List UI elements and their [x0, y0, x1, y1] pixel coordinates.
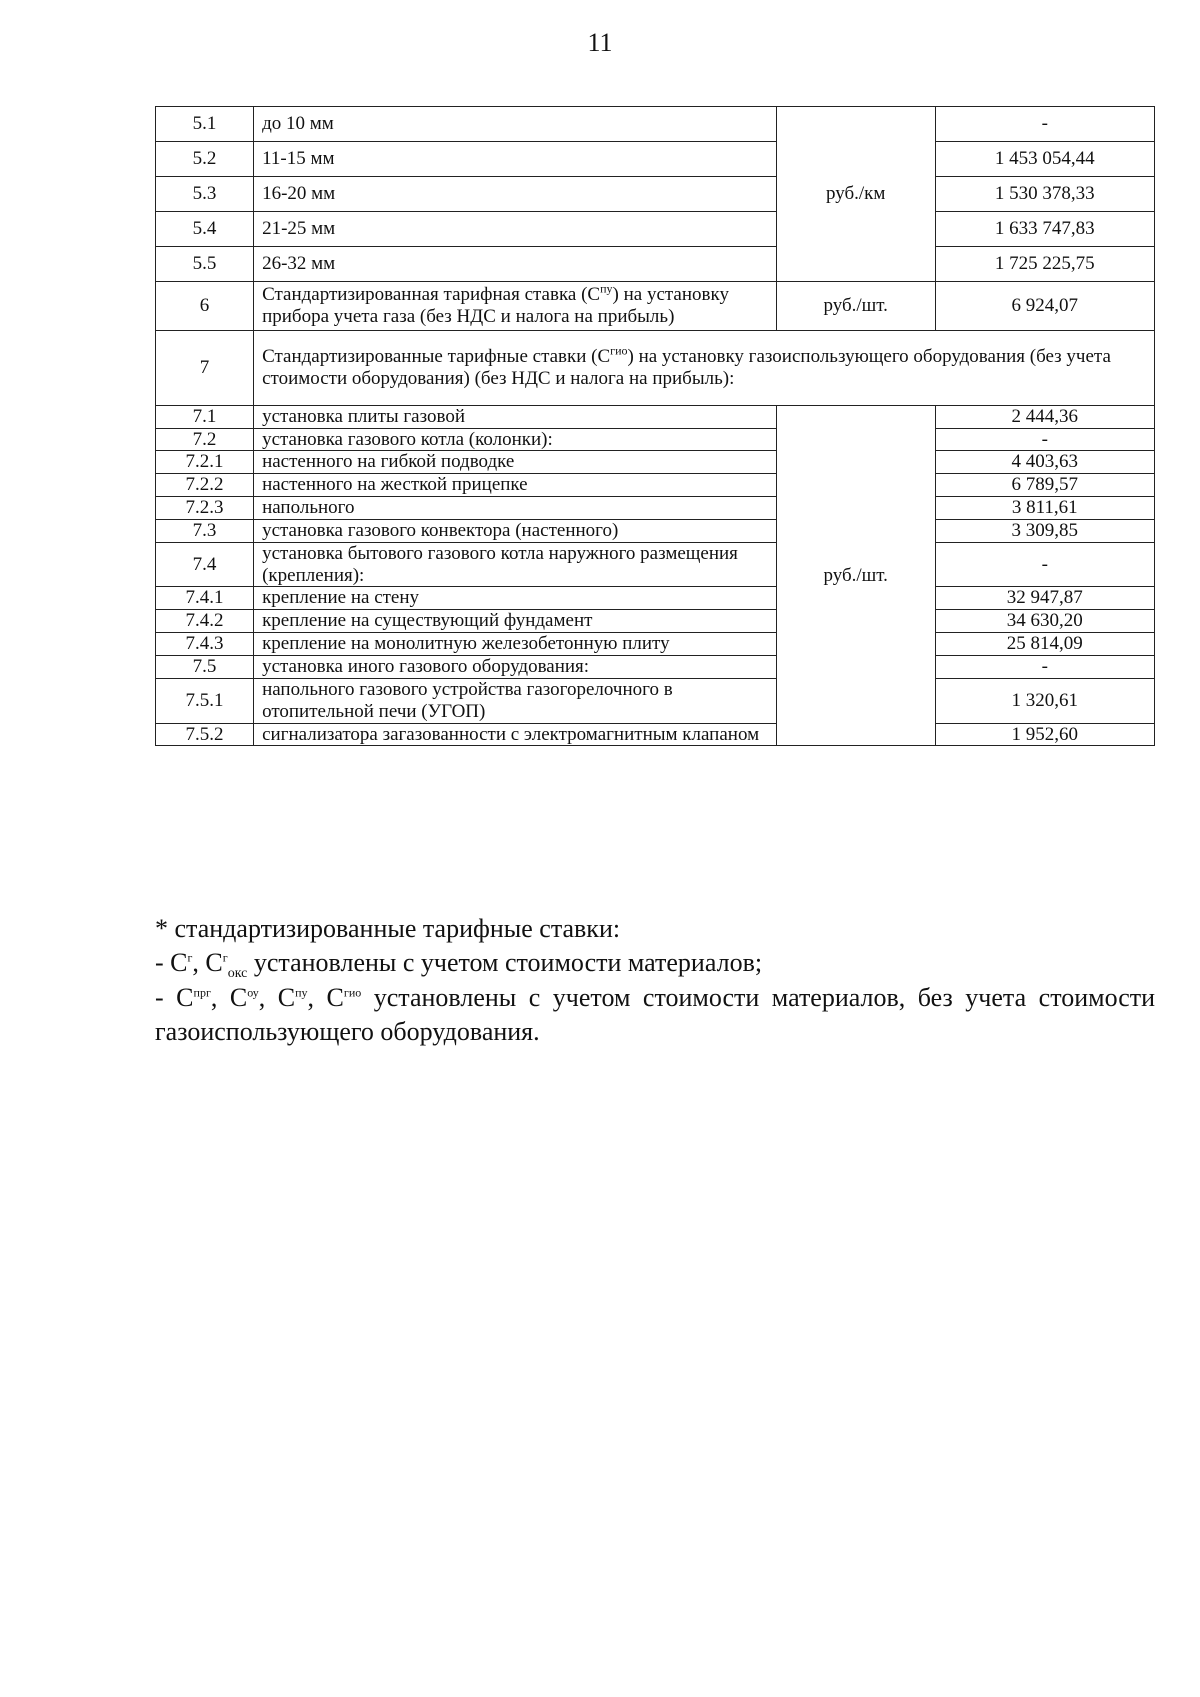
row-number: 7.2	[156, 428, 254, 451]
table-row	[156, 212, 1155, 247]
table-row	[156, 428, 1155, 451]
row-name: настенного на жесткой прицепке	[254, 474, 777, 497]
fn1-prefix: - С	[155, 948, 188, 978]
unit-cell: руб./шт.	[776, 405, 935, 746]
row-number: 7.4.1	[156, 587, 254, 610]
row-value: 1 633 747,83	[935, 212, 1154, 247]
row-value: -	[935, 542, 1154, 587]
row-value: -	[935, 107, 1154, 142]
row6-superscript: пу	[600, 281, 613, 296]
table-row	[156, 177, 1155, 212]
table-row-6	[156, 282, 1155, 331]
table-row	[156, 655, 1155, 678]
tariff-table-body	[156, 107, 1155, 746]
row-number: 7.5.2	[156, 723, 254, 746]
fn2-sep-3: , С	[307, 982, 344, 1012]
row-number: 7.5	[156, 655, 254, 678]
row-name: 21-25 мм	[254, 212, 777, 247]
row-value: -	[935, 428, 1154, 451]
row-value: 3 309,85	[935, 519, 1154, 542]
row-number: 5.1	[156, 107, 254, 142]
table-row	[156, 610, 1155, 633]
table-row	[156, 587, 1155, 610]
row-value: 1 530 378,33	[935, 177, 1154, 212]
row-value: 32 947,87	[935, 587, 1154, 610]
row-number: 7.2.2	[156, 474, 254, 497]
fn2-prefix: - С	[155, 982, 194, 1012]
row-number: 7.4.3	[156, 633, 254, 656]
row-name	[254, 330, 1155, 405]
row-name: сигнализатора загазованности с электромагнитным клапаном	[254, 723, 777, 746]
row6-name-end: ) на установку прибора учета газа (без НДС и налога на прибыль)	[262, 284, 729, 327]
fn2-sep-2: , С	[258, 982, 296, 1012]
row-number: 5.5	[156, 247, 254, 282]
table-row	[156, 405, 1155, 428]
row-name: до 10 мм	[254, 107, 777, 142]
row-name: установка иного газового оборудования:	[254, 655, 777, 678]
row-number: 7	[156, 330, 254, 405]
unit-cell: руб./км	[776, 107, 935, 282]
footnote-heading: * стандартизированные тарифные ставки:	[155, 914, 621, 943]
row-value: 6 789,57	[935, 474, 1154, 497]
row7-name-end: ) на установку газоиспользующего оборудования (без учета стоимости оборудования) (без НДС и налога на прибыль):	[262, 345, 1111, 389]
table-row	[156, 107, 1155, 142]
table-row	[156, 142, 1155, 177]
table-row	[156, 497, 1155, 520]
fn1-sub-2: окс	[227, 966, 248, 982]
fn2-sep-1: , С	[210, 982, 248, 1012]
row-name: крепление на существующий фундамент	[254, 610, 777, 633]
row-name: установка газового конвектора (настенного)	[254, 519, 777, 542]
row-value: 6 924,07	[935, 282, 1154, 331]
row-value: 25 814,09	[935, 633, 1154, 656]
row-number: 7.4.2	[156, 610, 254, 633]
table-row	[156, 678, 1155, 723]
fn2-sup-2: оу	[247, 984, 259, 999]
table-row	[156, 247, 1155, 282]
table-row	[156, 519, 1155, 542]
row-number: 5.4	[156, 212, 254, 247]
row-name: установка плиты газовой	[254, 405, 777, 428]
table-row	[156, 474, 1155, 497]
row-value: -	[935, 655, 1154, 678]
row-value: 4 403,63	[935, 451, 1154, 474]
fn1-text: установлены с учетом стоимости материалов;	[247, 948, 763, 978]
row-name: напольного газового устройства газогорелочного в отопительной печи (УГОП)	[254, 678, 777, 723]
fn1-sep: , С	[192, 948, 223, 978]
row-number: 7.3	[156, 519, 254, 542]
row-value: 34 630,20	[935, 610, 1154, 633]
footnote-line-1	[155, 946, 1155, 980]
row7-superscript: гио	[610, 343, 628, 358]
fn1-sup-1: г	[187, 950, 193, 965]
row-number: 5.3	[156, 177, 254, 212]
row-name: 11-15 мм	[254, 142, 777, 177]
fn2-sup-4: гио	[343, 984, 362, 999]
row-number: 7.4	[156, 542, 254, 587]
row-value: 1 725 225,75	[935, 247, 1154, 282]
row-name: 16-20 мм	[254, 177, 777, 212]
row-name: 26-32 мм	[254, 247, 777, 282]
row-name: крепление на монолитную железобетонную плиту	[254, 633, 777, 656]
row-number: 7.2.1	[156, 451, 254, 474]
fn2-text: установлены с учетом стоимости материалов, без учета стоимости газоиспользующего оборудования.	[155, 982, 1156, 1046]
row-name: установка газового котла (колонки):	[254, 428, 777, 451]
row-name: напольного	[254, 497, 777, 520]
row7-name-start: Стандартизированные тарифные ставки (С	[262, 345, 611, 367]
row-number: 6	[156, 282, 254, 331]
tariff-table	[155, 106, 1155, 746]
row-value: 1 320,61	[935, 678, 1154, 723]
page-number: 11	[587, 28, 613, 57]
row-number: 5.2	[156, 142, 254, 177]
row-value: 1 952,60	[935, 723, 1154, 746]
row-name: крепление на стену	[254, 587, 777, 610]
fn2-sup-3: пу	[295, 984, 308, 999]
table-row-7	[156, 330, 1155, 405]
unit-cell: руб./шт.	[776, 282, 935, 331]
row-number: 7.1	[156, 405, 254, 428]
table-row	[156, 633, 1155, 656]
row-value: 1 453 054,44	[935, 142, 1154, 177]
row-name	[254, 282, 777, 331]
fn1-sup-2: г	[222, 950, 228, 965]
footnote-line-2	[155, 981, 1155, 1050]
row-value: 2 444,36	[935, 405, 1154, 428]
fn2-sup-1: прг	[193, 984, 211, 999]
row-name: настенного на гибкой подводке	[254, 451, 777, 474]
table-row	[156, 542, 1155, 587]
row-number: 7.2.3	[156, 497, 254, 520]
footnotes	[155, 912, 1155, 1049]
table-row	[156, 723, 1155, 746]
row-number: 7.5.1	[156, 678, 254, 723]
table-row	[156, 451, 1155, 474]
row-name: установка бытового газового котла наружного размещения (крепления):	[254, 542, 777, 587]
row6-name-start: Стандартизированная тарифная ставка (С	[262, 284, 601, 305]
row-value: 3 811,61	[935, 497, 1154, 520]
